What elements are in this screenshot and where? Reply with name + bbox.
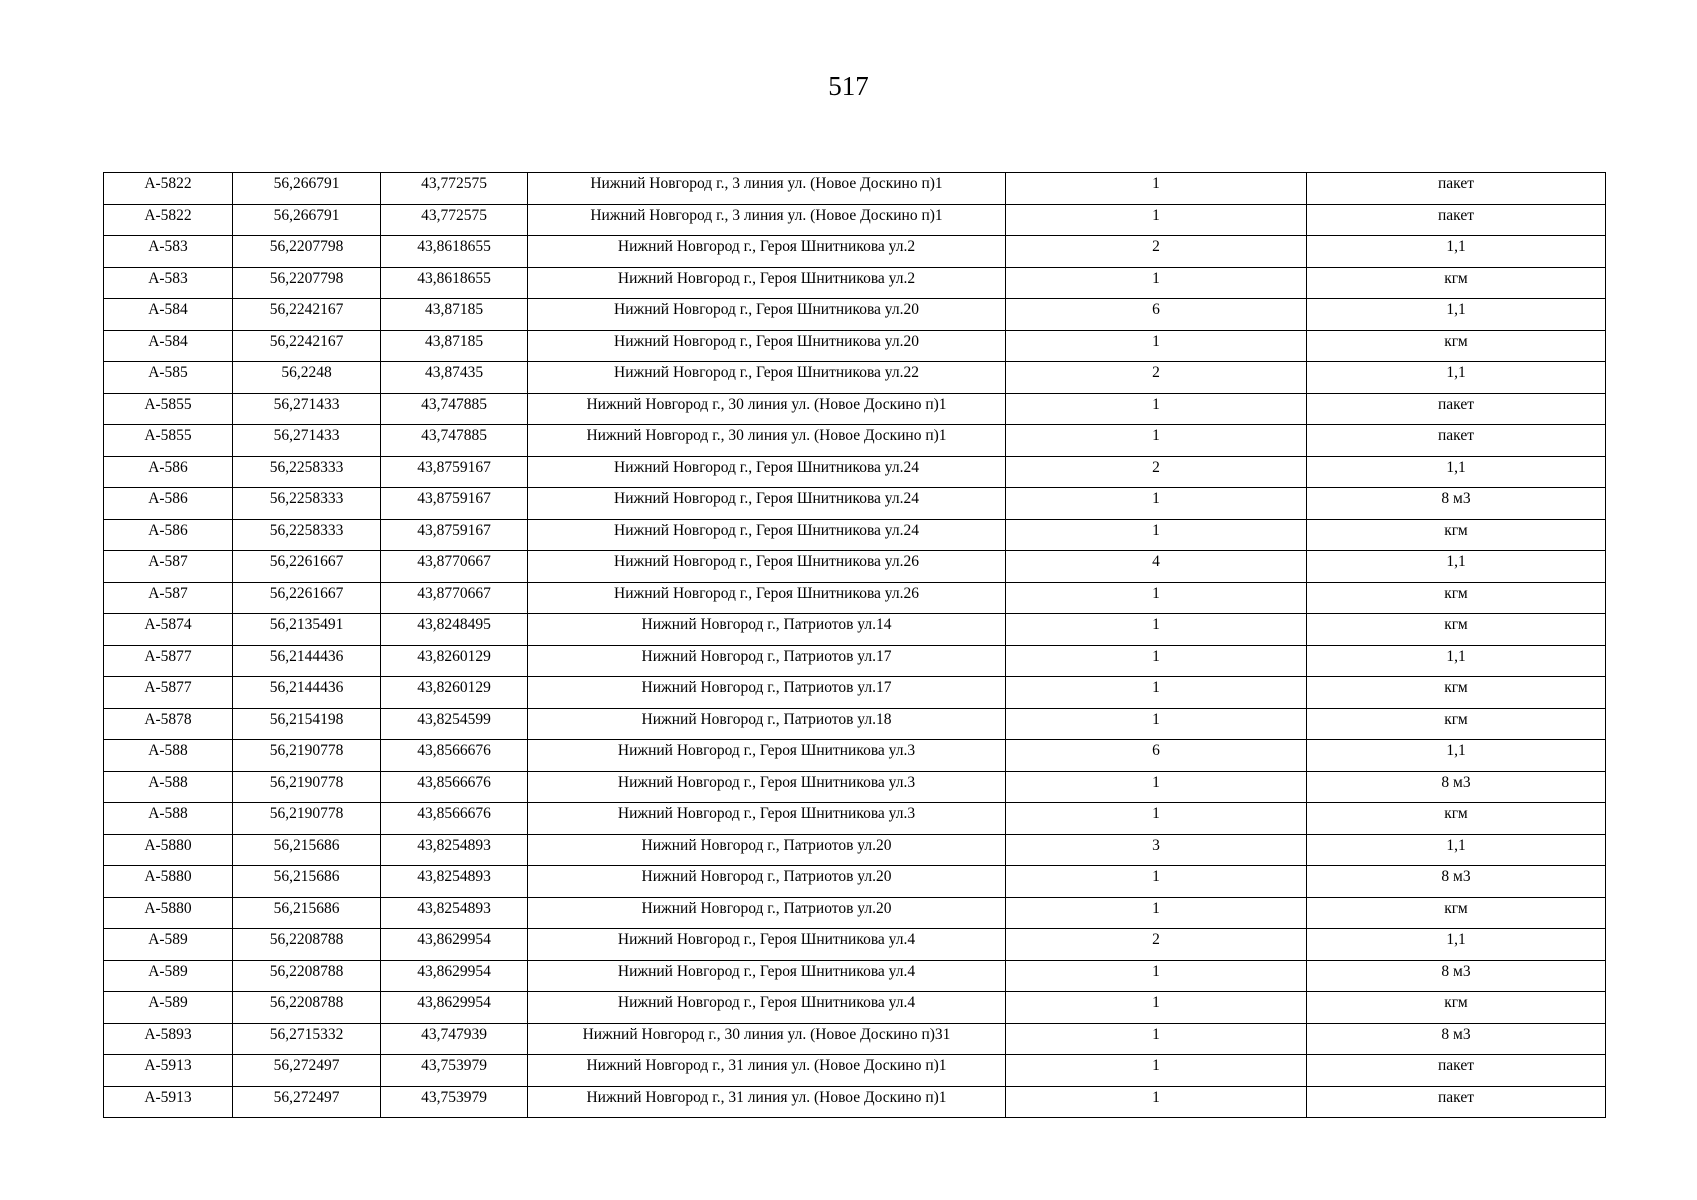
cell-count: 2 xyxy=(1006,929,1307,961)
table-row xyxy=(104,960,1606,992)
cell-address: Нижний Новгород г., Героя Шнитникова ул.20 xyxy=(528,330,1006,362)
cell-container-type: пакет xyxy=(1307,1055,1606,1087)
table-row xyxy=(104,771,1606,803)
cell-latitude: 56,2261667 xyxy=(233,582,381,614)
cell-id: А-5880 xyxy=(104,834,233,866)
cell-address: Нижний Новгород г., Героя Шнитникова ул.22 xyxy=(528,362,1006,394)
cell-address: Нижний Новгород г., Героя Шнитникова ул.24 xyxy=(528,488,1006,520)
cell-latitude: 56,2144436 xyxy=(233,645,381,677)
cell-address: Нижний Новгород г., 30 линия ул. (Новое Доскино п)31 xyxy=(528,1023,1006,1055)
cell-container-type: пакет xyxy=(1307,1086,1606,1118)
cell-address: Нижний Новгород г., Героя Шнитникова ул.4 xyxy=(528,960,1006,992)
cell-container-type: 1,1 xyxy=(1307,740,1606,772)
cell-id: А-5874 xyxy=(104,614,233,646)
cell-latitude: 56,2190778 xyxy=(233,771,381,803)
cell-id: А-587 xyxy=(104,551,233,583)
cell-count: 2 xyxy=(1006,362,1307,394)
table-row xyxy=(104,425,1606,457)
cell-id: А-589 xyxy=(104,929,233,961)
cell-id: А-588 xyxy=(104,803,233,835)
cell-count: 1 xyxy=(1006,803,1307,835)
cell-address: Нижний Новгород г., Героя Шнитникова ул.24 xyxy=(528,456,1006,488)
table-row xyxy=(104,488,1606,520)
cell-id: А-586 xyxy=(104,519,233,551)
cell-address: Нижний Новгород г., Героя Шнитникова ул.4 xyxy=(528,929,1006,961)
cell-longitude: 43,8260129 xyxy=(381,645,528,677)
cell-id: А-5822 xyxy=(104,204,233,236)
cell-count: 1 xyxy=(1006,393,1307,425)
cell-container-type: 1,1 xyxy=(1307,551,1606,583)
cell-latitude: 56,2258333 xyxy=(233,456,381,488)
table-row xyxy=(104,614,1606,646)
cell-latitude: 56,272497 xyxy=(233,1055,381,1087)
cell-address: Нижний Новгород г., Патриотов ул.17 xyxy=(528,645,1006,677)
cell-longitude: 43,747885 xyxy=(381,425,528,457)
cell-container-type: 8 м3 xyxy=(1307,771,1606,803)
cell-container-type: пакет xyxy=(1307,393,1606,425)
cell-address: Нижний Новгород г., Патриотов ул.20 xyxy=(528,897,1006,929)
cell-address: Нижний Новгород г., Героя Шнитникова ул.3 xyxy=(528,771,1006,803)
cell-count: 1 xyxy=(1006,645,1307,677)
cell-longitude: 43,87185 xyxy=(381,299,528,331)
table-row xyxy=(104,362,1606,394)
cell-count: 1 xyxy=(1006,425,1307,457)
cell-id: А-584 xyxy=(104,330,233,362)
cell-id: А-5877 xyxy=(104,645,233,677)
cell-latitude: 56,2154198 xyxy=(233,708,381,740)
cell-longitude: 43,8254893 xyxy=(381,866,528,898)
cell-latitude: 56,2208788 xyxy=(233,960,381,992)
cell-container-type: 8 м3 xyxy=(1307,866,1606,898)
cell-container-type: 8 м3 xyxy=(1307,488,1606,520)
cell-container-type: кгм xyxy=(1307,803,1606,835)
cell-id: А-5878 xyxy=(104,708,233,740)
cell-id: А-5880 xyxy=(104,897,233,929)
cell-id: А-589 xyxy=(104,992,233,1024)
cell-count: 2 xyxy=(1006,456,1307,488)
cell-container-type: кгм xyxy=(1307,992,1606,1024)
cell-latitude: 56,2715332 xyxy=(233,1023,381,1055)
cell-container-type: кгм xyxy=(1307,267,1606,299)
cell-id: А-586 xyxy=(104,456,233,488)
cell-latitude: 56,215686 xyxy=(233,866,381,898)
cell-address: Нижний Новгород г., Героя Шнитникова ул.2 xyxy=(528,236,1006,268)
cell-id: А-5913 xyxy=(104,1055,233,1087)
table-row xyxy=(104,645,1606,677)
cell-longitude: 43,8759167 xyxy=(381,456,528,488)
cell-id: А-5855 xyxy=(104,425,233,457)
cell-latitude: 56,2258333 xyxy=(233,519,381,551)
table-row xyxy=(104,897,1606,929)
table-row xyxy=(104,740,1606,772)
cell-address: Нижний Новгород г., Патриотов ул.20 xyxy=(528,866,1006,898)
cell-count: 1 xyxy=(1006,866,1307,898)
cell-count: 1 xyxy=(1006,992,1307,1024)
cell-id: А-587 xyxy=(104,582,233,614)
cell-latitude: 56,2190778 xyxy=(233,803,381,835)
cell-container-type: 1,1 xyxy=(1307,362,1606,394)
cell-id: А-584 xyxy=(104,299,233,331)
cell-count: 1 xyxy=(1006,582,1307,614)
cell-id: А-583 xyxy=(104,267,233,299)
cell-longitude: 43,8566676 xyxy=(381,803,528,835)
cell-latitude: 56,215686 xyxy=(233,834,381,866)
cell-address: Нижний Новгород г., 3 линия ул. (Новое Доскино п)1 xyxy=(528,173,1006,205)
cell-address: Нижний Новгород г., Патриотов ул.20 xyxy=(528,834,1006,866)
cell-longitude: 43,8566676 xyxy=(381,771,528,803)
cell-longitude: 43,8248495 xyxy=(381,614,528,646)
cell-count: 1 xyxy=(1006,614,1307,646)
cell-longitude: 43,8618655 xyxy=(381,267,528,299)
cell-latitude: 56,266791 xyxy=(233,204,381,236)
table-row xyxy=(104,992,1606,1024)
cell-longitude: 43,8770667 xyxy=(381,582,528,614)
cell-address: Нижний Новгород г., Героя Шнитникова ул.4 xyxy=(528,992,1006,1024)
table-row xyxy=(104,204,1606,236)
cell-container-type: 1,1 xyxy=(1307,645,1606,677)
cell-container-type: 1,1 xyxy=(1307,929,1606,961)
cell-count: 1 xyxy=(1006,330,1307,362)
cell-longitude: 43,8629954 xyxy=(381,992,528,1024)
cell-address: Нижний Новгород г., 31 линия ул. (Новое Доскино п)1 xyxy=(528,1055,1006,1087)
cell-longitude: 43,772575 xyxy=(381,204,528,236)
cell-latitude: 56,2207798 xyxy=(233,236,381,268)
cell-id: А-5913 xyxy=(104,1086,233,1118)
cell-container-type: кгм xyxy=(1307,614,1606,646)
cell-count: 4 xyxy=(1006,551,1307,583)
cell-latitude: 56,2208788 xyxy=(233,929,381,961)
cell-container-type: 1,1 xyxy=(1307,834,1606,866)
table-row xyxy=(104,1086,1606,1118)
table-row xyxy=(104,456,1606,488)
cell-address: Нижний Новгород г., Героя Шнитникова ул.2 xyxy=(528,267,1006,299)
cell-longitude: 43,8254893 xyxy=(381,897,528,929)
cell-longitude: 43,8759167 xyxy=(381,488,528,520)
cell-latitude: 56,2135491 xyxy=(233,614,381,646)
table-row xyxy=(104,708,1606,740)
cell-count: 1 xyxy=(1006,267,1307,299)
table-row xyxy=(104,1055,1606,1087)
cell-latitude: 56,215686 xyxy=(233,897,381,929)
cell-longitude: 43,747885 xyxy=(381,393,528,425)
cell-longitude: 43,87435 xyxy=(381,362,528,394)
cell-longitude: 43,8629954 xyxy=(381,929,528,961)
table-row xyxy=(104,236,1606,268)
cell-container-type: 1,1 xyxy=(1307,236,1606,268)
cell-count: 1 xyxy=(1006,897,1307,929)
cell-id: А-583 xyxy=(104,236,233,268)
cell-latitude: 56,2242167 xyxy=(233,299,381,331)
cell-container-type: пакет xyxy=(1307,425,1606,457)
registry-table xyxy=(103,172,1606,1118)
cell-container-type: 8 м3 xyxy=(1307,1023,1606,1055)
cell-latitude: 56,2190778 xyxy=(233,740,381,772)
table-row xyxy=(104,677,1606,709)
cell-longitude: 43,753979 xyxy=(381,1055,528,1087)
cell-latitude: 56,271433 xyxy=(233,393,381,425)
table-row xyxy=(104,173,1606,205)
table-row xyxy=(104,330,1606,362)
cell-latitude: 56,2208788 xyxy=(233,992,381,1024)
table-row xyxy=(104,1023,1606,1055)
table-row xyxy=(104,299,1606,331)
cell-count: 1 xyxy=(1006,1055,1307,1087)
table-row xyxy=(104,834,1606,866)
cell-id: А-5822 xyxy=(104,173,233,205)
cell-address: Нижний Новгород г., Героя Шнитникова ул.3 xyxy=(528,803,1006,835)
cell-count: 6 xyxy=(1006,299,1307,331)
page-number: 517 xyxy=(828,71,869,101)
cell-longitude: 43,8618655 xyxy=(381,236,528,268)
cell-address: Нижний Новгород г., Героя Шнитникова ул.26 xyxy=(528,551,1006,583)
cell-count: 1 xyxy=(1006,1086,1307,1118)
table-row xyxy=(104,866,1606,898)
cell-id: А-5893 xyxy=(104,1023,233,1055)
cell-count: 1 xyxy=(1006,204,1307,236)
cell-latitude: 56,2144436 xyxy=(233,677,381,709)
cell-count: 1 xyxy=(1006,519,1307,551)
cell-count: 1 xyxy=(1006,173,1307,205)
cell-latitude: 56,2207798 xyxy=(233,267,381,299)
cell-longitude: 43,8759167 xyxy=(381,519,528,551)
cell-longitude: 43,8770667 xyxy=(381,551,528,583)
cell-longitude: 43,8566676 xyxy=(381,740,528,772)
table-row xyxy=(104,929,1606,961)
cell-container-type: пакет xyxy=(1307,173,1606,205)
cell-container-type: 1,1 xyxy=(1307,456,1606,488)
cell-latitude: 56,266791 xyxy=(233,173,381,205)
table-row xyxy=(104,267,1606,299)
table-row xyxy=(104,582,1606,614)
cell-address: Нижний Новгород г., 30 линия ул. (Новое Доскино п)1 xyxy=(528,393,1006,425)
cell-latitude: 56,2242167 xyxy=(233,330,381,362)
cell-address: Нижний Новгород г., 31 линия ул. (Новое Доскино п)1 xyxy=(528,1086,1006,1118)
cell-longitude: 43,8260129 xyxy=(381,677,528,709)
cell-address: Нижний Новгород г., Патриотов ул.18 xyxy=(528,708,1006,740)
cell-address: Нижний Новгород г., 30 линия ул. (Новое Доскино п)1 xyxy=(528,425,1006,457)
cell-latitude: 56,2248 xyxy=(233,362,381,394)
cell-container-type: кгм xyxy=(1307,708,1606,740)
cell-container-type: 8 м3 xyxy=(1307,960,1606,992)
cell-container-type: кгм xyxy=(1307,897,1606,929)
registry-table-body xyxy=(104,173,1606,1118)
cell-id: А-5877 xyxy=(104,677,233,709)
cell-id: А-586 xyxy=(104,488,233,520)
cell-container-type: кгм xyxy=(1307,582,1606,614)
cell-count: 3 xyxy=(1006,834,1307,866)
cell-container-type: кгм xyxy=(1307,330,1606,362)
cell-count: 1 xyxy=(1006,771,1307,803)
cell-longitude: 43,8629954 xyxy=(381,960,528,992)
cell-id: А-588 xyxy=(104,771,233,803)
cell-latitude: 56,272497 xyxy=(233,1086,381,1118)
cell-latitude: 56,2261667 xyxy=(233,551,381,583)
cell-count: 1 xyxy=(1006,677,1307,709)
cell-container-type: кгм xyxy=(1307,677,1606,709)
cell-latitude: 56,2258333 xyxy=(233,488,381,520)
cell-id: А-585 xyxy=(104,362,233,394)
cell-count: 1 xyxy=(1006,1023,1307,1055)
cell-count: 2 xyxy=(1006,236,1307,268)
cell-id: А-588 xyxy=(104,740,233,772)
cell-address: Нижний Новгород г., 3 линия ул. (Новое Доскино п)1 xyxy=(528,204,1006,236)
cell-longitude: 43,87185 xyxy=(381,330,528,362)
cell-count: 1 xyxy=(1006,960,1307,992)
cell-address: Нижний Новгород г., Героя Шнитникова ул.20 xyxy=(528,299,1006,331)
cell-address: Нижний Новгород г., Патриотов ул.14 xyxy=(528,614,1006,646)
cell-longitude: 43,747939 xyxy=(381,1023,528,1055)
cell-container-type: кгм xyxy=(1307,519,1606,551)
cell-count: 1 xyxy=(1006,488,1307,520)
cell-id: А-589 xyxy=(104,960,233,992)
table-row xyxy=(104,803,1606,835)
cell-longitude: 43,8254599 xyxy=(381,708,528,740)
cell-count: 1 xyxy=(1006,708,1307,740)
cell-longitude: 43,772575 xyxy=(381,173,528,205)
table-row xyxy=(104,519,1606,551)
cell-longitude: 43,8254893 xyxy=(381,834,528,866)
cell-id: А-5855 xyxy=(104,393,233,425)
cell-id: А-5880 xyxy=(104,866,233,898)
cell-address: Нижний Новгород г., Героя Шнитникова ул.24 xyxy=(528,519,1006,551)
cell-container-type: 1,1 xyxy=(1307,299,1606,331)
table-row xyxy=(104,393,1606,425)
cell-latitude: 56,271433 xyxy=(233,425,381,457)
cell-address: Нижний Новгород г., Героя Шнитникова ул.3 xyxy=(528,740,1006,772)
cell-address: Нижний Новгород г., Героя Шнитникова ул.26 xyxy=(528,582,1006,614)
cell-count: 6 xyxy=(1006,740,1307,772)
cell-container-type: пакет xyxy=(1307,204,1606,236)
cell-address: Нижний Новгород г., Патриотов ул.17 xyxy=(528,677,1006,709)
cell-longitude: 43,753979 xyxy=(381,1086,528,1118)
table-row xyxy=(104,551,1606,583)
